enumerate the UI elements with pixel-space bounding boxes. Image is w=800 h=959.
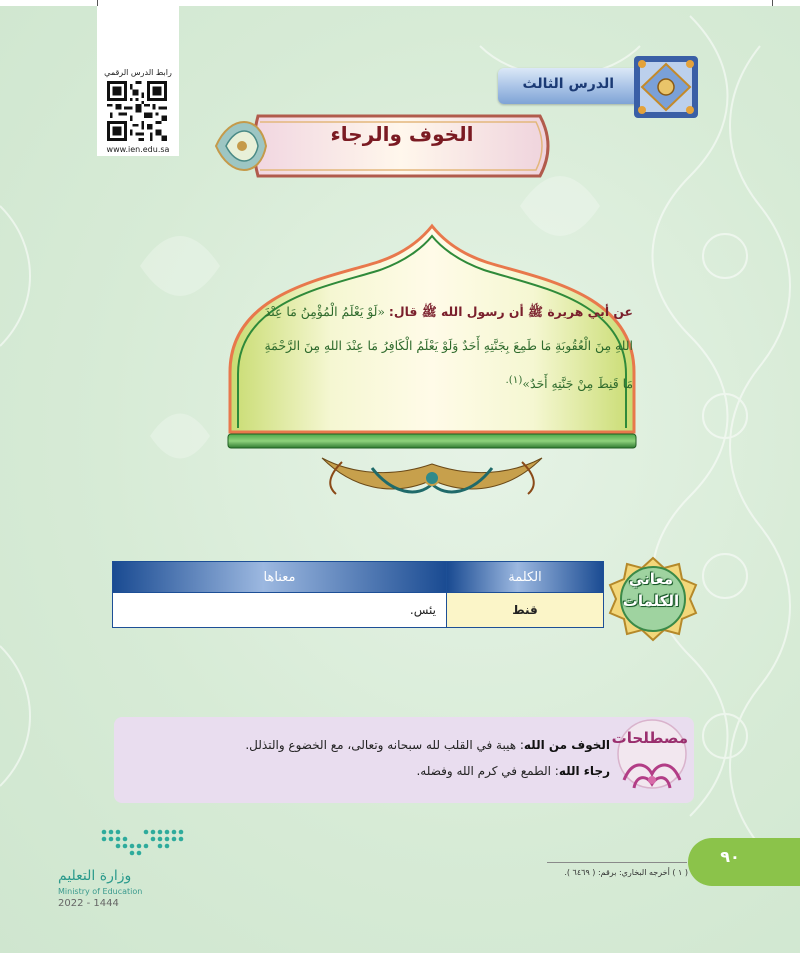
table-row	[113, 593, 604, 628]
qr-code-block[interactable]	[97, 6, 179, 156]
vocabulary-badge-line2: الكلمات	[622, 592, 680, 610]
lesson-ornament-icon	[628, 52, 704, 122]
ministry-name-english: Ministry of Education	[58, 887, 143, 896]
vocabulary-badge-line1: معاني	[628, 570, 674, 588]
terminology-definition: : هيبة في القلب لله سبحانه وتعالى، مع الخضوع والتذلل.	[245, 738, 524, 752]
footnote-text: ( ١ ) أخرجه البخاري: برقم: ( ٦٤٦٩ ).	[564, 868, 688, 877]
qr-code-url[interactable]: www.ien.edu.sa	[106, 145, 170, 154]
table-header-row	[113, 562, 604, 593]
qr-code-title: رابط الدرس الرقمي	[104, 68, 172, 77]
title-banner-shape	[210, 108, 560, 184]
ministry-year: 2022 - 1444	[58, 898, 119, 909]
terminology-label: مصطلحات	[611, 729, 688, 747]
vocabulary-meaning: يئس.	[113, 593, 447, 628]
terminology-term: الخوف من الله	[523, 738, 610, 752]
terminology-list	[222, 732, 610, 784]
ministry-logo-icon	[98, 826, 190, 862]
terminology-item	[222, 732, 610, 758]
terminology-ornament-icon	[606, 714, 698, 804]
vocabulary-badge	[608, 568, 694, 612]
lesson-number-label: الدرس الثالث	[522, 76, 614, 92]
hadith-body: «لَوْ يَعْلَمُ الْمُؤْمِنُ مَا عِنْدَ اللهِ مِنَ الْعُقُوبَةِ مَا طَمِعَ بِجَنَّتِهِ أَحَدٌ وَلَوْ يَعْلَمُ الْكَافِرُ مَا عِنْدَ اللهِ مِنَ الرَّحْمَةِ مَا قَنِطَ مِنْ جَنَّتِهِ أَحَدٌ»	[264, 304, 633, 392]
column-header-meaning: معناها	[113, 562, 447, 593]
lesson-number-banner	[498, 68, 648, 104]
lesson-title: الخوف والرجاء	[330, 122, 474, 146]
column-header-word: الكلمة	[447, 562, 604, 593]
vocabulary-word: قنط	[447, 593, 604, 628]
vocabulary-table	[112, 561, 604, 628]
page-number: ٩٠	[720, 847, 740, 866]
qr-code-icon[interactable]	[107, 81, 167, 141]
footnote-divider	[547, 862, 687, 863]
hadith-text	[258, 295, 633, 401]
terminology-item	[222, 758, 610, 784]
terminology-term: رجاء الله	[558, 764, 610, 778]
ministry-name-arabic: وزارة التعليم	[58, 868, 132, 884]
hadith-footnote-ref[interactable]: (١).	[505, 374, 523, 386]
hadith-narrator: عن أبي هريرة ﷺ أن رسول الله ﷺ قال:	[388, 304, 633, 319]
terminology-definition: : الطمع في كرم الله وفضله.	[416, 764, 559, 778]
